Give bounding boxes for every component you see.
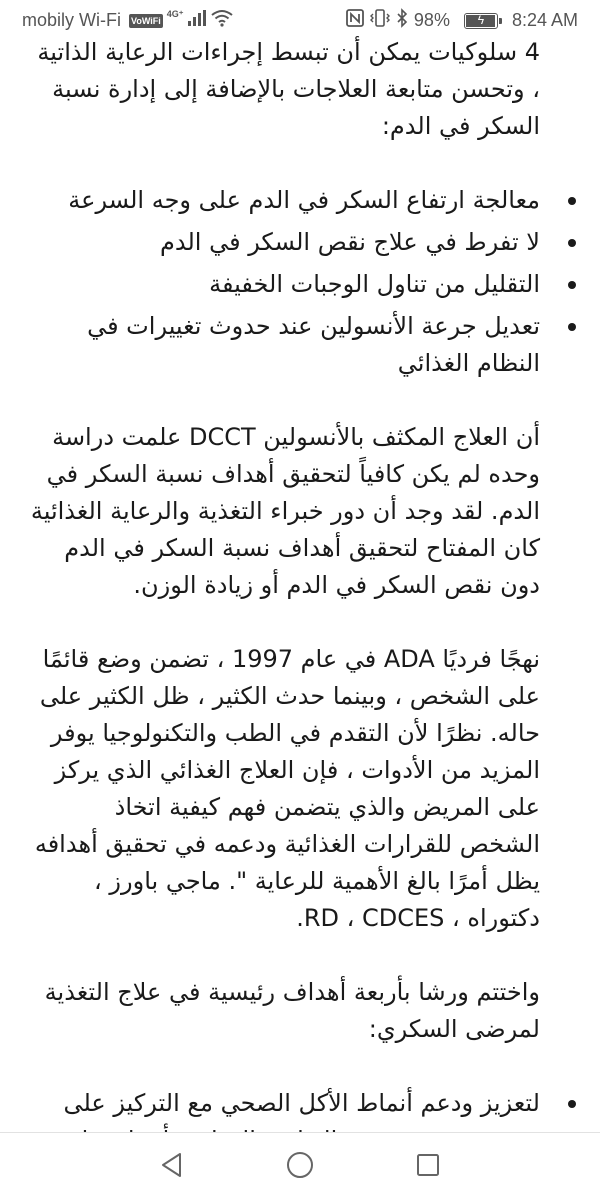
behaviors-list xyxy=(28,182,540,382)
list-item-text: لا تفرط في علاج نقص السكر في الدم xyxy=(160,228,540,256)
list-item-text: لتعزيز ودعم أنماط الأكل الصحي مع التركيز على xyxy=(63,1089,540,1117)
list-item xyxy=(28,182,540,219)
bullet-icon xyxy=(568,239,576,247)
back-button[interactable] xyxy=(156,1151,188,1183)
vibrate-icon xyxy=(370,9,390,32)
bullet-icon xyxy=(568,323,576,331)
list-item xyxy=(28,266,540,303)
vowifi-badge: VoWiFi xyxy=(131,15,161,26)
bluetooth-icon xyxy=(396,9,408,32)
list-item-text: معالجة ارتفاع السكر في الدم على وجه السرعة xyxy=(68,186,540,214)
bullet-icon xyxy=(568,281,576,289)
wifi-icon xyxy=(210,9,234,32)
article-content[interactable] xyxy=(0,34,600,1132)
signal-bars-icon xyxy=(188,10,206,31)
bullet-icon xyxy=(568,1100,576,1108)
dcct-paragraph: أن العلاج المكثف بالأنسولين DCCT علمت دراسة وحده لم يكن كافياً لتحقيق أهداف نسبة السكر في الدم. لقد وجد أن دور خبراء التغذية والرعاية الغذائية كان المفتاح لتحقيق أهداف نسبة السكر في الدم دون نقص السكر في الدم أو زيادة الوزن. xyxy=(30,423,540,599)
recents-icon xyxy=(416,1153,440,1181)
recents-button[interactable] xyxy=(412,1151,444,1183)
clock: 8:24 AM xyxy=(511,10,578,30)
list-item-text: تعديل جرعة الأنسولين عند حدوث تغييرات في النظام الغذائي xyxy=(87,312,540,377)
home-button[interactable] xyxy=(284,1151,316,1183)
home-icon xyxy=(286,1151,314,1183)
carrier-label: mobily Wi-Fi xyxy=(22,10,121,30)
status-right xyxy=(346,9,578,32)
battery-charging-icon xyxy=(464,13,498,29)
ada-paragraph: نهجًا فرديًا ADA في عام 1997 ، تضمن وضع قائمًا على الشخص ، وبينما حدث الكثير ، ظل الكثير على حاله. نظرًا لأن التقدم في الطب والتكنولوجيا يوفر المزيد من الأدوات ، فإن العلاج الغذائي الذي يركز على المريض والذي يتضمن فهم كيفية اتخاذ الشخص للقرارات الغذائية ودعمه في تحقيق أهدافه يظل أمرًا بالغ الأهمية للرعاية ". ماجي باورز ، دكتوراه ، RD ، CDCES. xyxy=(34,645,540,932)
bullet-icon xyxy=(568,197,576,205)
goals-intro-paragraph: واختتم ورشا بأربعة أهداف رئيسية في علاج التغذية لمرضى السكري: xyxy=(44,978,540,1043)
charging-bolt-icon: ϟ xyxy=(477,12,485,27)
status-left xyxy=(22,9,234,32)
battery-percent-label: 98% xyxy=(413,10,450,30)
list-item xyxy=(28,308,540,382)
network-type-label: 4G⁺ xyxy=(166,9,184,19)
nfc-icon xyxy=(346,9,364,32)
navigation-bar xyxy=(0,1132,600,1200)
list-item-text: التقليل من تناول الوجبات الخفيفة xyxy=(209,270,540,298)
list-item xyxy=(28,224,540,261)
back-icon xyxy=(160,1152,184,1182)
intro-paragraph: 4 سلوكيات يمكن أن تبسط إجراءات الرعاية الذاتية ، وتحسن متابعة العلاجات بالإضافة إلى إدارة نسبة السكر في الدم: xyxy=(37,38,540,140)
